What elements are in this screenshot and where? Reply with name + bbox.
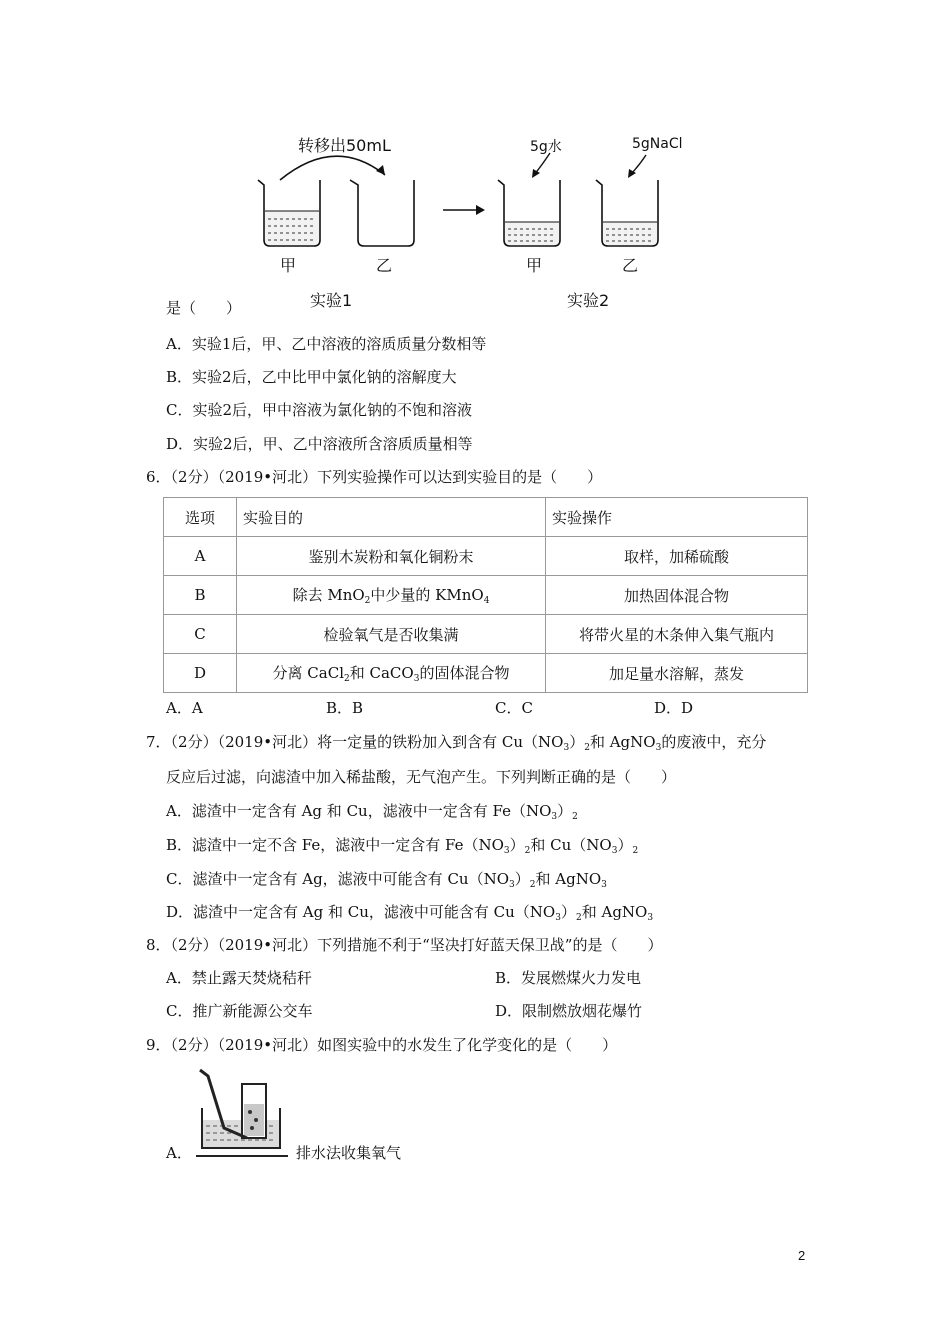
q6-answer-c: C．C [495,699,533,717]
row-operation: 加足量水溶解，蒸发 [546,654,808,693]
row-goal: 除去 MnO$_2$中少量的 KMnO$_4$ [237,576,546,615]
row-goal: 鉴别木炭粉和氧化铜粉末 [237,537,546,576]
q8-stem: 8．（2分）（2019•河北）下列措施不利于“坚决打好蓝天保卫战”的是（ ） [146,936,663,954]
experiment-2-label: 实验2 [567,291,610,310]
q5-option-d: D．实验2后，甲、乙中溶液所含溶质质量相等 [166,435,473,453]
q7-option-a: A．滤渣中一定含有 Ag 和 Cu，滤液中一定含有 $Fe(NO_3)_2$ [166,802,578,822]
water-label: 5g水 [530,139,562,155]
q8-option-b: B．发展燃煤火力发电 [495,969,642,987]
table-row [164,576,808,615]
q8-option-c: C．推广新能源公交车 [166,1002,313,1020]
jia-label-1: 甲 [280,256,297,275]
header-goal: 实验目的 [237,498,546,537]
row-goal: 分离 CaCl$_2$和 CaCO$_3$的固体混合物 [237,654,546,693]
q8-option-a: A．禁止露天焚烧秸秆 [166,969,312,987]
table-row [164,615,808,654]
row-operation: 加热固体混合物 [546,576,808,615]
jia-label-2: 甲 [526,256,543,275]
row-option: C [164,615,237,654]
q9-option-a-letter: A． [166,1144,192,1162]
beaker-yi-exp2 [596,180,658,246]
table-row [164,537,808,576]
q9-option-a-caption: 排水法收集氧气 [296,1144,402,1162]
q7-option-d: D．滤渣中一定含有 Ag 和 Cu，滤液中可能含有 $Cu(NO_3)_2$和 AgNO$_3$ [166,903,654,923]
q5-option-c: C．实验2后，甲中溶液为氯化钠的不饱和溶液 [166,401,473,419]
row-operation: 将带火星的木条伸入集气瓶内 [546,615,808,654]
table-row [164,654,808,693]
beaker-yi-exp1 [350,180,414,246]
q7-stem-line1: 7．（2分）（2019•河北）将一定量的铁粉加入到含有 $Cu(NO_3)_2$和 AgNO$_3$的废液中，充分 [146,733,767,753]
q7-option-c: C．滤渣中一定含有 Ag，滤液中可能含有 $Cu(NO_3)_2$和 AgNO$_3$ [166,870,607,890]
water-collection-apparatus-image [192,1068,288,1164]
experiment-1-label: 实验1 [310,291,353,310]
yi-label-1: 乙 [376,256,393,275]
q6-answer-d: D．D [654,699,694,717]
q5-option-b: B．实验2后，乙中比甲中氯化钠的溶解度大 [166,368,457,386]
q6-answer-a: A．A [166,699,203,717]
transfer-arrow [280,156,385,180]
q6-stem: 6．（2分）（2019•河北）下列实验操作可以达到实验目的是（ ） [146,468,603,486]
q9-stem: 9．（2分）（2019•河北）如图实验中的水发生了化学变化的是（ ） [146,1036,618,1054]
row-goal: 检验氧气是否收集满 [237,615,546,654]
row-option: B [164,576,237,615]
q7-stem-line2: 反应后过滤，向滤渣中加入稀盐酸，无气泡产生。下列判断正确的是（ ） [166,768,677,786]
transfer-label: 转移出50mL [298,136,391,155]
header-operation: 实验操作 [546,498,808,537]
beaker-jia-exp1 [258,180,320,246]
q6-answer-b: B．B [326,699,364,717]
beaker-jia-exp2 [498,180,560,246]
q5-option-a: A．实验1后，甲、乙中溶液的溶质质量分数相等 [166,335,487,353]
row-option: A [164,537,237,576]
nacl-label: 5gNaCl [632,136,683,152]
q7-option-b: B．滤渣中一定不含 Fe，滤液中一定含有 $Fe(NO_3)_2$和 $Cu(NO_3)_2$ [166,836,639,856]
q8-option-d: D．限制燃放烟花爆竹 [495,1002,643,1020]
page-number: 2 [798,1248,806,1263]
yi-label-2: 乙 [622,256,639,275]
q5-stem-tail: 是（ ） [166,299,242,317]
q6-options-table [163,497,808,693]
table-header-row [164,498,808,537]
header-option: 选项 [164,498,237,537]
row-option: D [164,654,237,693]
row-operation: 取样，加稀硫酸 [546,537,808,576]
